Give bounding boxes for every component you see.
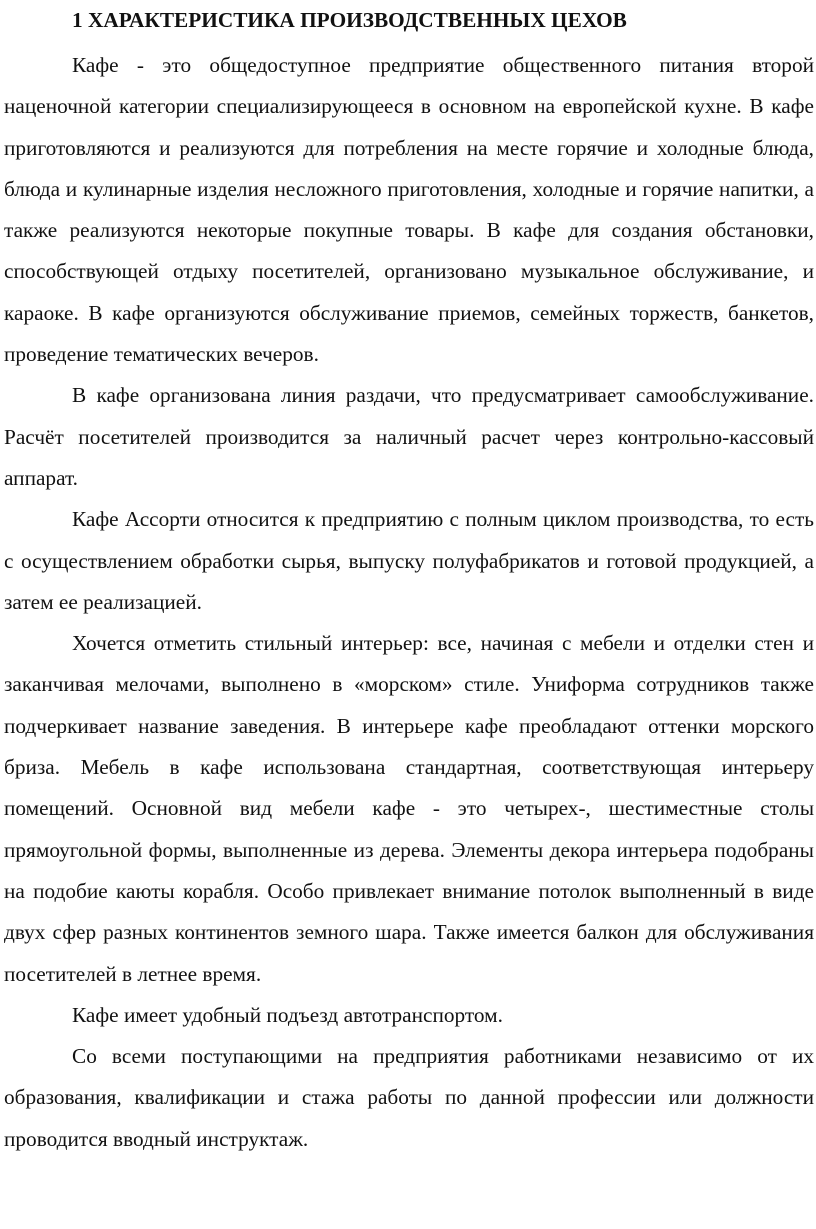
paragraph-cafe-description: Кафе - это общедоступное предприятие общественного питания второй наценочной категории специализирующееся в основном на европейской кухне. В кафе приготовляются и реализуются для потребления на месте горячие и холодные блюда, блюда и кулинарные изделия несложного приготовления, холодные и горячие напитки, а также реализуются некоторые покупные товары. В кафе для создания обстановки, способствующей отдыху посетителей, организовано музыкальное обслуживание, и караоке. В кафе организуются обслуживание приемов, семейных торжеств, банкетов, проведение тематических вечеров. [4, 53, 814, 367]
document-page [4, 8, 814, 1160]
paragraph-access: Кафе имеет удобный подъезд автотранспортом. [72, 1002, 503, 1027]
paragraph-interior: Хочется отметить стильный интерьер: все, начиная с мебели и отделки стен и заканчивая мелочами, выполнено в «морском» стиле. Униформа сотрудников также подчеркивает название заведения. В интерьере кафе преобладают оттенки морского бриза. Мебель в кафе использована стандартная, соответствующая интерьеру помещений. Основной вид мебели кафе - это четырех-, шестиместные столы прямоугольной формы, выполненные из дерева. Элементы декора интерьера подобраны на подобие каюты корабля. Особо привлекает внимание потолок выполненный в виде двух сфер разных континентов земного шара. Также имеется балкон для обслуживания посетителей в летнее время. [4, 631, 814, 986]
paragraph-serving-line: В кафе организована линия раздачи, что предусматривает самообслуживание. Расчёт посетителей производится за наличный расчет через контрольно-кассовый аппарат. [4, 383, 814, 490]
paragraph-instruction: Со всеми поступающими на предприятия работниками независимо от их образования, квалификации и стажа работы по данной профессии или должности проводится вводный инструктаж. [4, 1044, 814, 1151]
paragraph-production-cycle: Кафе Ассорти относится к предприятию с полным циклом производства, то есть с осуществлением обработки сырья, выпуску полуфабрикатов и готовой продукцией, а затем ее реализацией. [4, 507, 814, 614]
section-heading: 1 ХАРАКТЕРИСТИКА ПРОИЗВОДСТВЕННЫХ ЦЕХОВ [72, 8, 627, 32]
